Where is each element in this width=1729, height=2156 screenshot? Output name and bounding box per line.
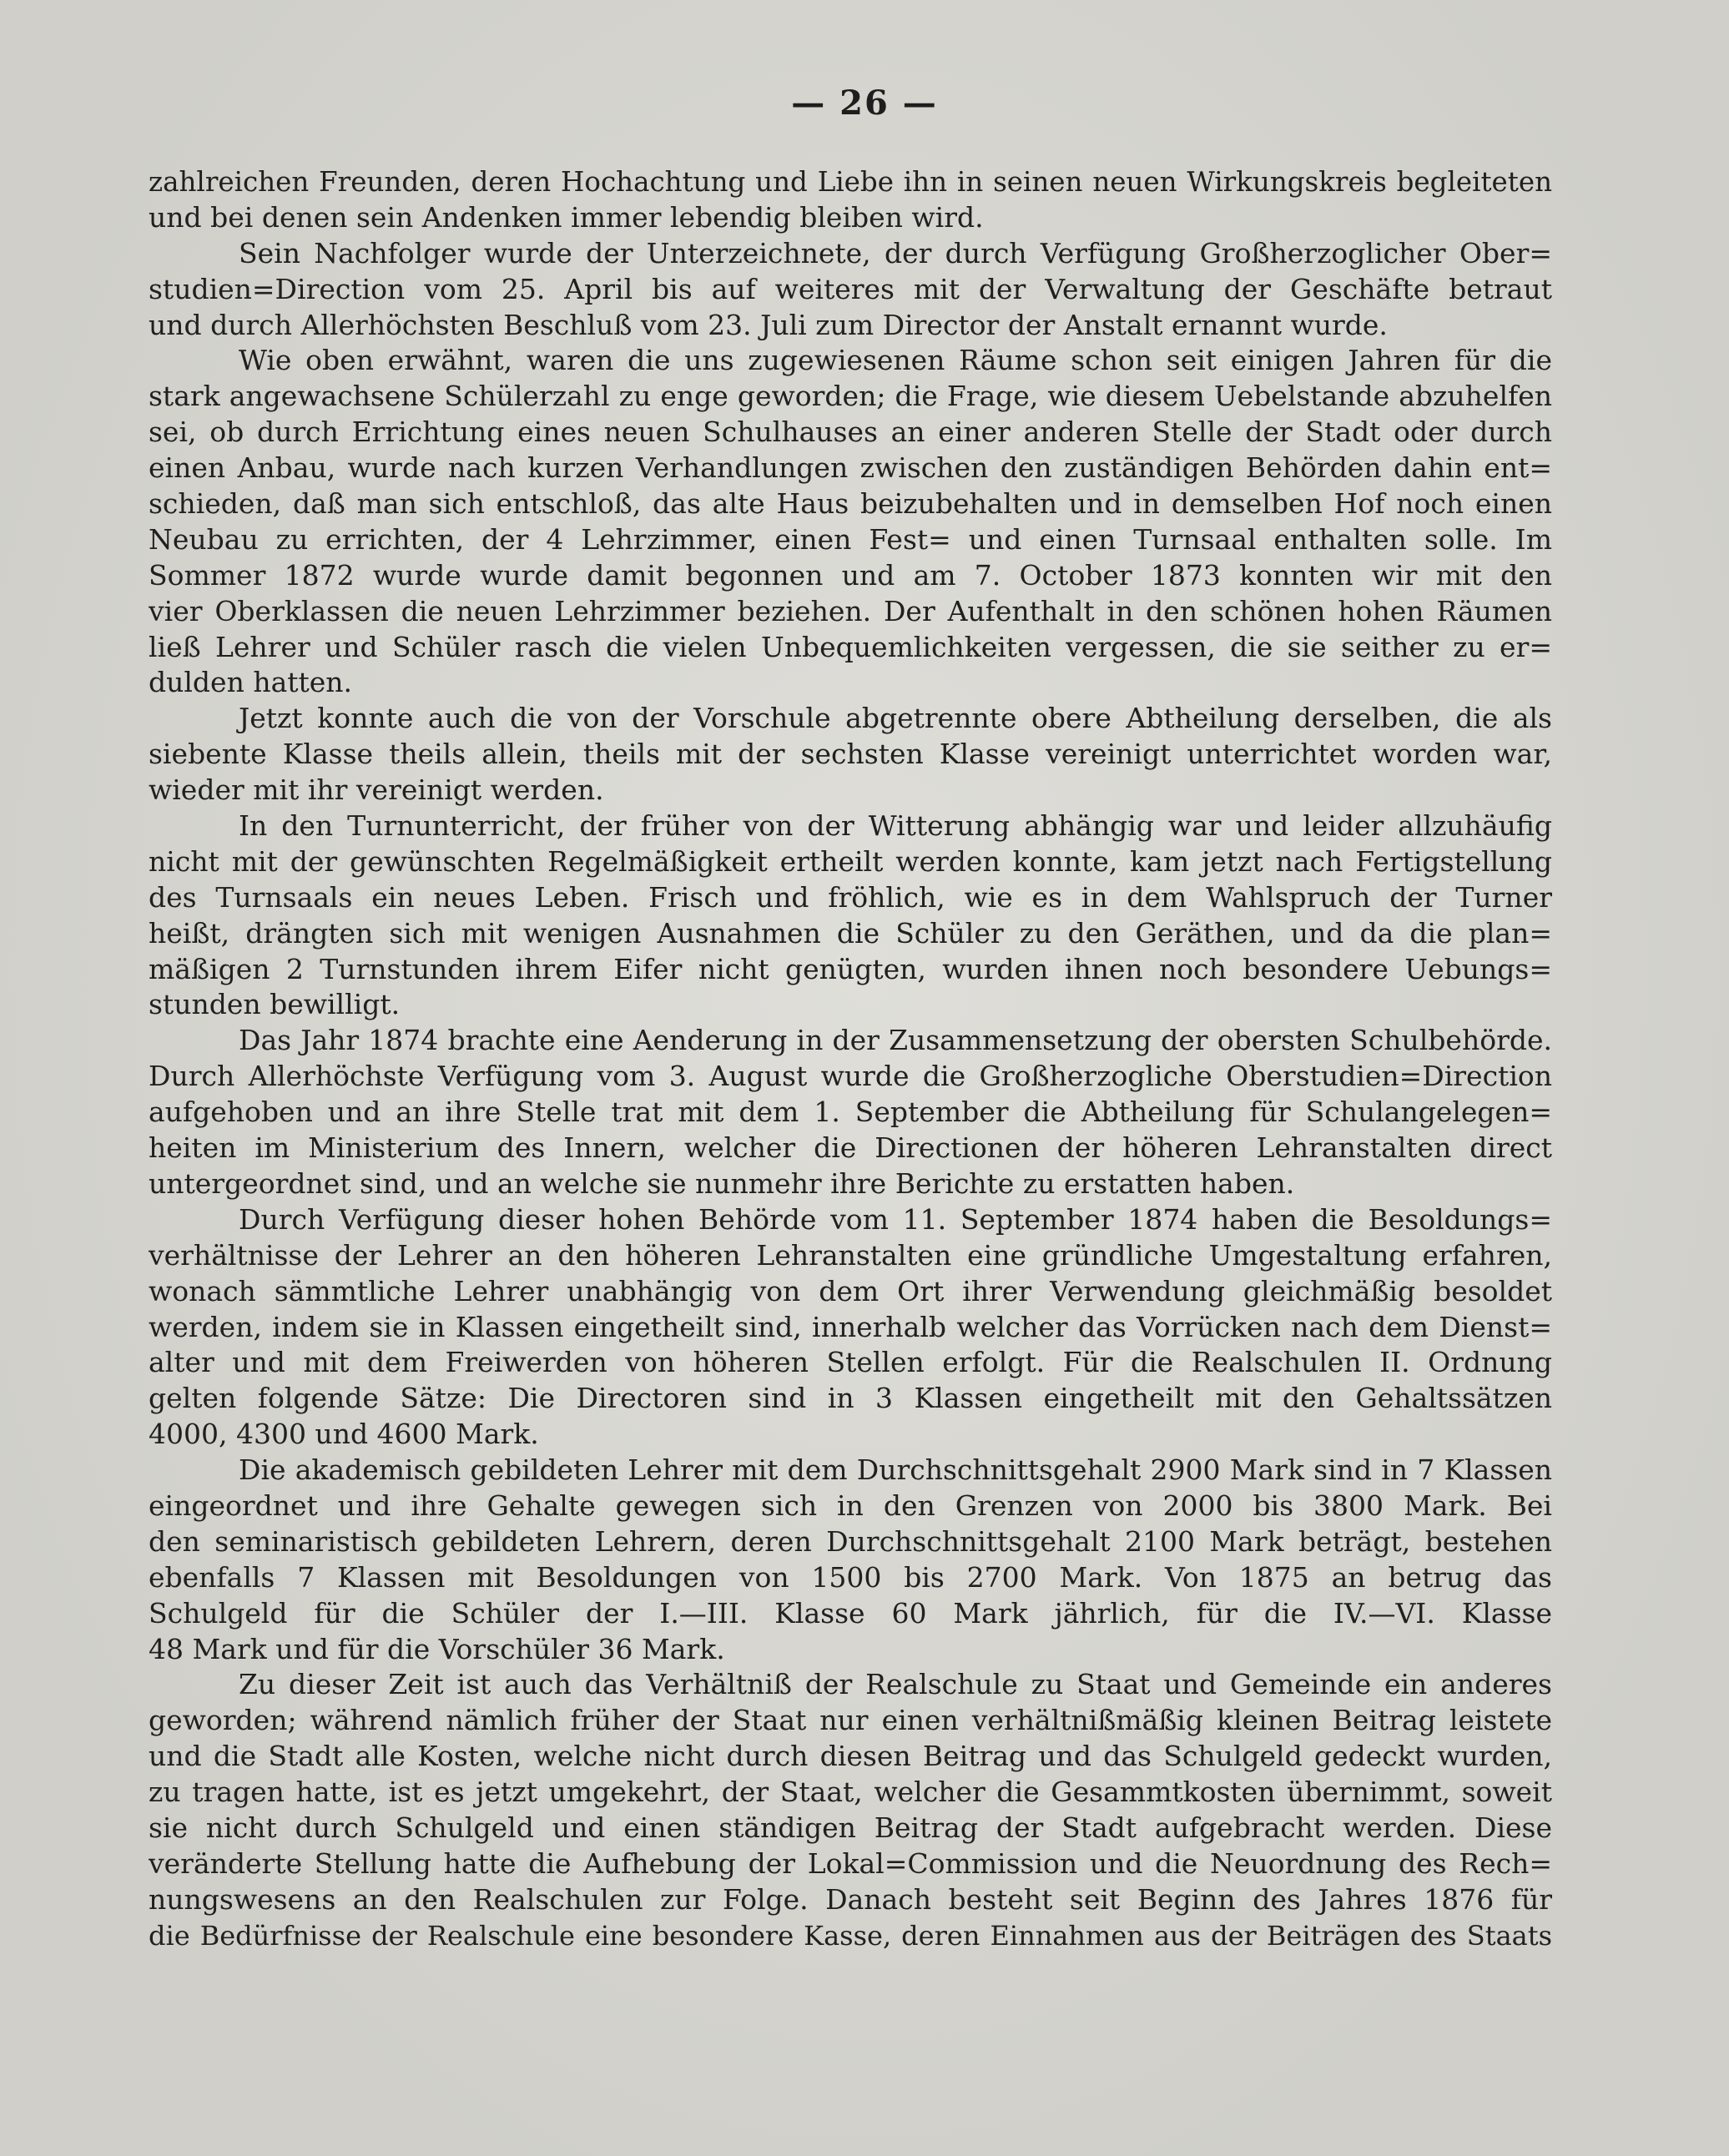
text-line: und die Stadt alle Kosten, welche nicht durch diesen Beitrag und das Schulgeld gedeckt wurden, xyxy=(149,1740,1552,1773)
text-line: gelten folgende Sätze: Die Directoren sind in 3 Klassen eingetheilt mit den Gehaltssätzen xyxy=(149,1382,1552,1415)
text-line: und bei denen sein Andenken immer lebendig bleiben wird. xyxy=(149,200,984,234)
text-line: mäßigen 2 Turnstunden ihrem Eifer nicht genügten, wurden ihnen noch besondere Uebungs= xyxy=(149,952,1552,985)
text-line: 4000, 4300 und 4600 Mark. xyxy=(149,1418,539,1451)
text-line: einen Anbau, wurde nach kurzen Verhandlungen zwischen den zuständigen Behörden dahin ent= xyxy=(149,451,1552,485)
text-line: Durch Allerhöchste Verfügung vom 3. August wurde die Großherzogliche Oberstudien=Direction xyxy=(149,1060,1552,1093)
text-line: des Turnsaals ein neues Leben. Frisch und fröhlich, wie es in dem Wahlspruch der Turner xyxy=(149,880,1552,914)
text-line: wonach sämmtliche Lehrer unabhängig von dem Ort ihrer Verwendung gleichmäßig besoldet xyxy=(149,1274,1552,1307)
text-line: verhältnisse der Lehrer an den höheren Lehranstalten eine gründliche Umgestaltung erfahren, xyxy=(149,1238,1552,1272)
text-line: Zu dieser Zeit ist auch das Verhältniß der Realschule zu Staat und Gemeinde ein anderes xyxy=(239,1668,1552,1701)
text-line: schieden, daß man sich entschloß, das alte Haus beizubehalten und in demselben Hof noch einen xyxy=(149,487,1552,521)
text-line: die Bedürfnisse der Realschule eine besondere Kasse, deren Einnahmen aus der Beiträgen des Staats xyxy=(149,1919,1552,1952)
text-line: untergeordnet sind, und an welche sie nunmehr ihre Berichte zu erstatten haben. xyxy=(149,1166,1295,1200)
text-line: Sein Nachfolger wurde der Unterzeichnete, der durch Verfügung Großherzoglicher Ober= xyxy=(239,236,1552,270)
text-line: nungswesens an den Realschulen zur Folge. Danach besteht seit Beginn des Jahres 1876 für xyxy=(149,1882,1552,1916)
text-line: Neubau zu errichten, der 4 Lehrzimmer, einen Fest= und einen Turnsaal enthalten solle. Im xyxy=(149,522,1552,556)
text-line: siebente Klasse theils allein, theils mit der sechsten Klasse vereinigt unterrichtet worden war, xyxy=(149,738,1552,771)
text-line: stunden bewilligt. xyxy=(149,988,401,1021)
text-line: studien=Direction vom 25. April bis auf weiteres mit der Verwaltung der Geschäfte betraut xyxy=(149,272,1552,305)
text-line: Das Jahr 1874 brachte eine Aenderung in der Zusammensetzung der obersten Schulbehörde. xyxy=(239,1024,1552,1057)
body-text xyxy=(149,164,1552,1954)
text-line: 48 Mark und für die Vorschüler 36 Mark. xyxy=(149,1632,725,1665)
text-line: Durch Verfügung dieser hohen Behörde vom 11. September 1874 haben die Besoldungs= xyxy=(239,1202,1552,1236)
text-line: Wie oben erwähnt, waren die uns zugewiesenen Räume schon seit einigen Jahren für die xyxy=(239,344,1552,377)
text-line: zu tragen hatte, ist es jetzt umgekehrt, der Staat, welcher die Gesammtkosten übernimmt, soweit xyxy=(149,1776,1552,1809)
page-number: — 26 — xyxy=(791,83,938,123)
text-line: ebenfalls 7 Klassen mit Besoldungen von 1500 bis 2700 Mark. Von 1875 an betrug das xyxy=(149,1560,1552,1594)
text-line: sei, ob durch Errichtung eines neuen Schulhauses an einer anderen Stelle der Stadt oder durch xyxy=(149,416,1552,449)
text-line: und durch Allerhöchsten Beschluß vom 23. Juli zum Director der Anstalt ernannt wurde. xyxy=(149,308,1388,341)
text-line: ließ Lehrer und Schüler rasch die vielen Unbequemlichkeiten vergessen, die sie seither zu er= xyxy=(149,630,1552,663)
text-line: Jetzt konnte auch die von der Vorschule abgetrennte obere Abtheilung derselben, die als xyxy=(239,702,1552,735)
text-line: Die akademisch gebildeten Lehrer mit dem Durchschnittsgehalt 2900 Mark sind in 7 Klassen xyxy=(239,1453,1552,1487)
text-line: heißt, drängten sich mit wenigen Ausnahmen die Schüler zu den Geräthen, und da die plan= xyxy=(149,916,1552,950)
text-line: werden, indem sie in Klassen eingetheilt sind, innerhalb welcher das Vorrücken nach dem Dienst= xyxy=(149,1310,1552,1343)
text-line: In den Turnunterricht, der früher von der Witterung abhängig war und leider allzuhäufig xyxy=(239,809,1552,843)
text-line: heiten im Ministerium des Innern, welcher die Directionen der höheren Lehranstalten direct xyxy=(149,1131,1552,1165)
text-line: Schulgeld für die Schüler der I.—III. Klasse 60 Mark jährlich, für die IV.—VI. Klasse xyxy=(149,1596,1552,1630)
text-line: Sommer 1872 wurde wurde damit begonnen und am 7. October 1873 konnten wir mit den xyxy=(149,558,1552,592)
text-line: den seminaristisch gebildeten Lehrern, deren Durchschnittsgehalt 2100 Mark beträgt, bestehen xyxy=(149,1524,1552,1558)
text-line: wieder mit ihr vereinigt werden. xyxy=(149,773,604,807)
text-line: vier Oberklassen die neuen Lehrzimmer beziehen. Der Aufenthalt in den schönen hohen Räumen xyxy=(149,594,1552,627)
text-line: dulden hatten. xyxy=(149,666,353,699)
text-line: zahlreichen Freunden, deren Hochachtung und Liebe ihn in seinen neuen Wirkungskreis begleiteten xyxy=(149,166,1552,198)
text-line: eingeordnet und ihre Gehalte gewegen sich in den Grenzen von 2000 bis 3800 Mark. Bei xyxy=(149,1489,1552,1522)
text-line: stark angewachsene Schülerzahl zu enge geworden; die Frage, wie diesem Uebelstande abzuhelfen xyxy=(149,380,1552,413)
text-line: veränderte Stellung hatte die Aufhebung der Lokal=Commission und die Neuordnung des Rech= xyxy=(149,1846,1552,1880)
text-line: alter und mit dem Freiwerden von höheren Stellen erfolgt. Für die Realschulen II. Ordnung xyxy=(149,1346,1552,1379)
text-line: geworden; während nämlich früher der Staat nur einen verhältnißmäßig kleinen Beitrag leistete xyxy=(149,1704,1552,1737)
text-line: nicht mit der gewünschten Regelmäßigkeit ertheilt werden konnte, kam jetzt nach Fertigstellung xyxy=(149,844,1552,878)
text-line: aufgehoben und an ihre Stelle trat mit dem 1. September die Abtheilung für Schulangelegen= xyxy=(149,1096,1552,1129)
text-line: sie nicht durch Schulgeld und einen ständigen Beitrag der Stadt aufgebracht werden. Diese xyxy=(149,1811,1552,1844)
